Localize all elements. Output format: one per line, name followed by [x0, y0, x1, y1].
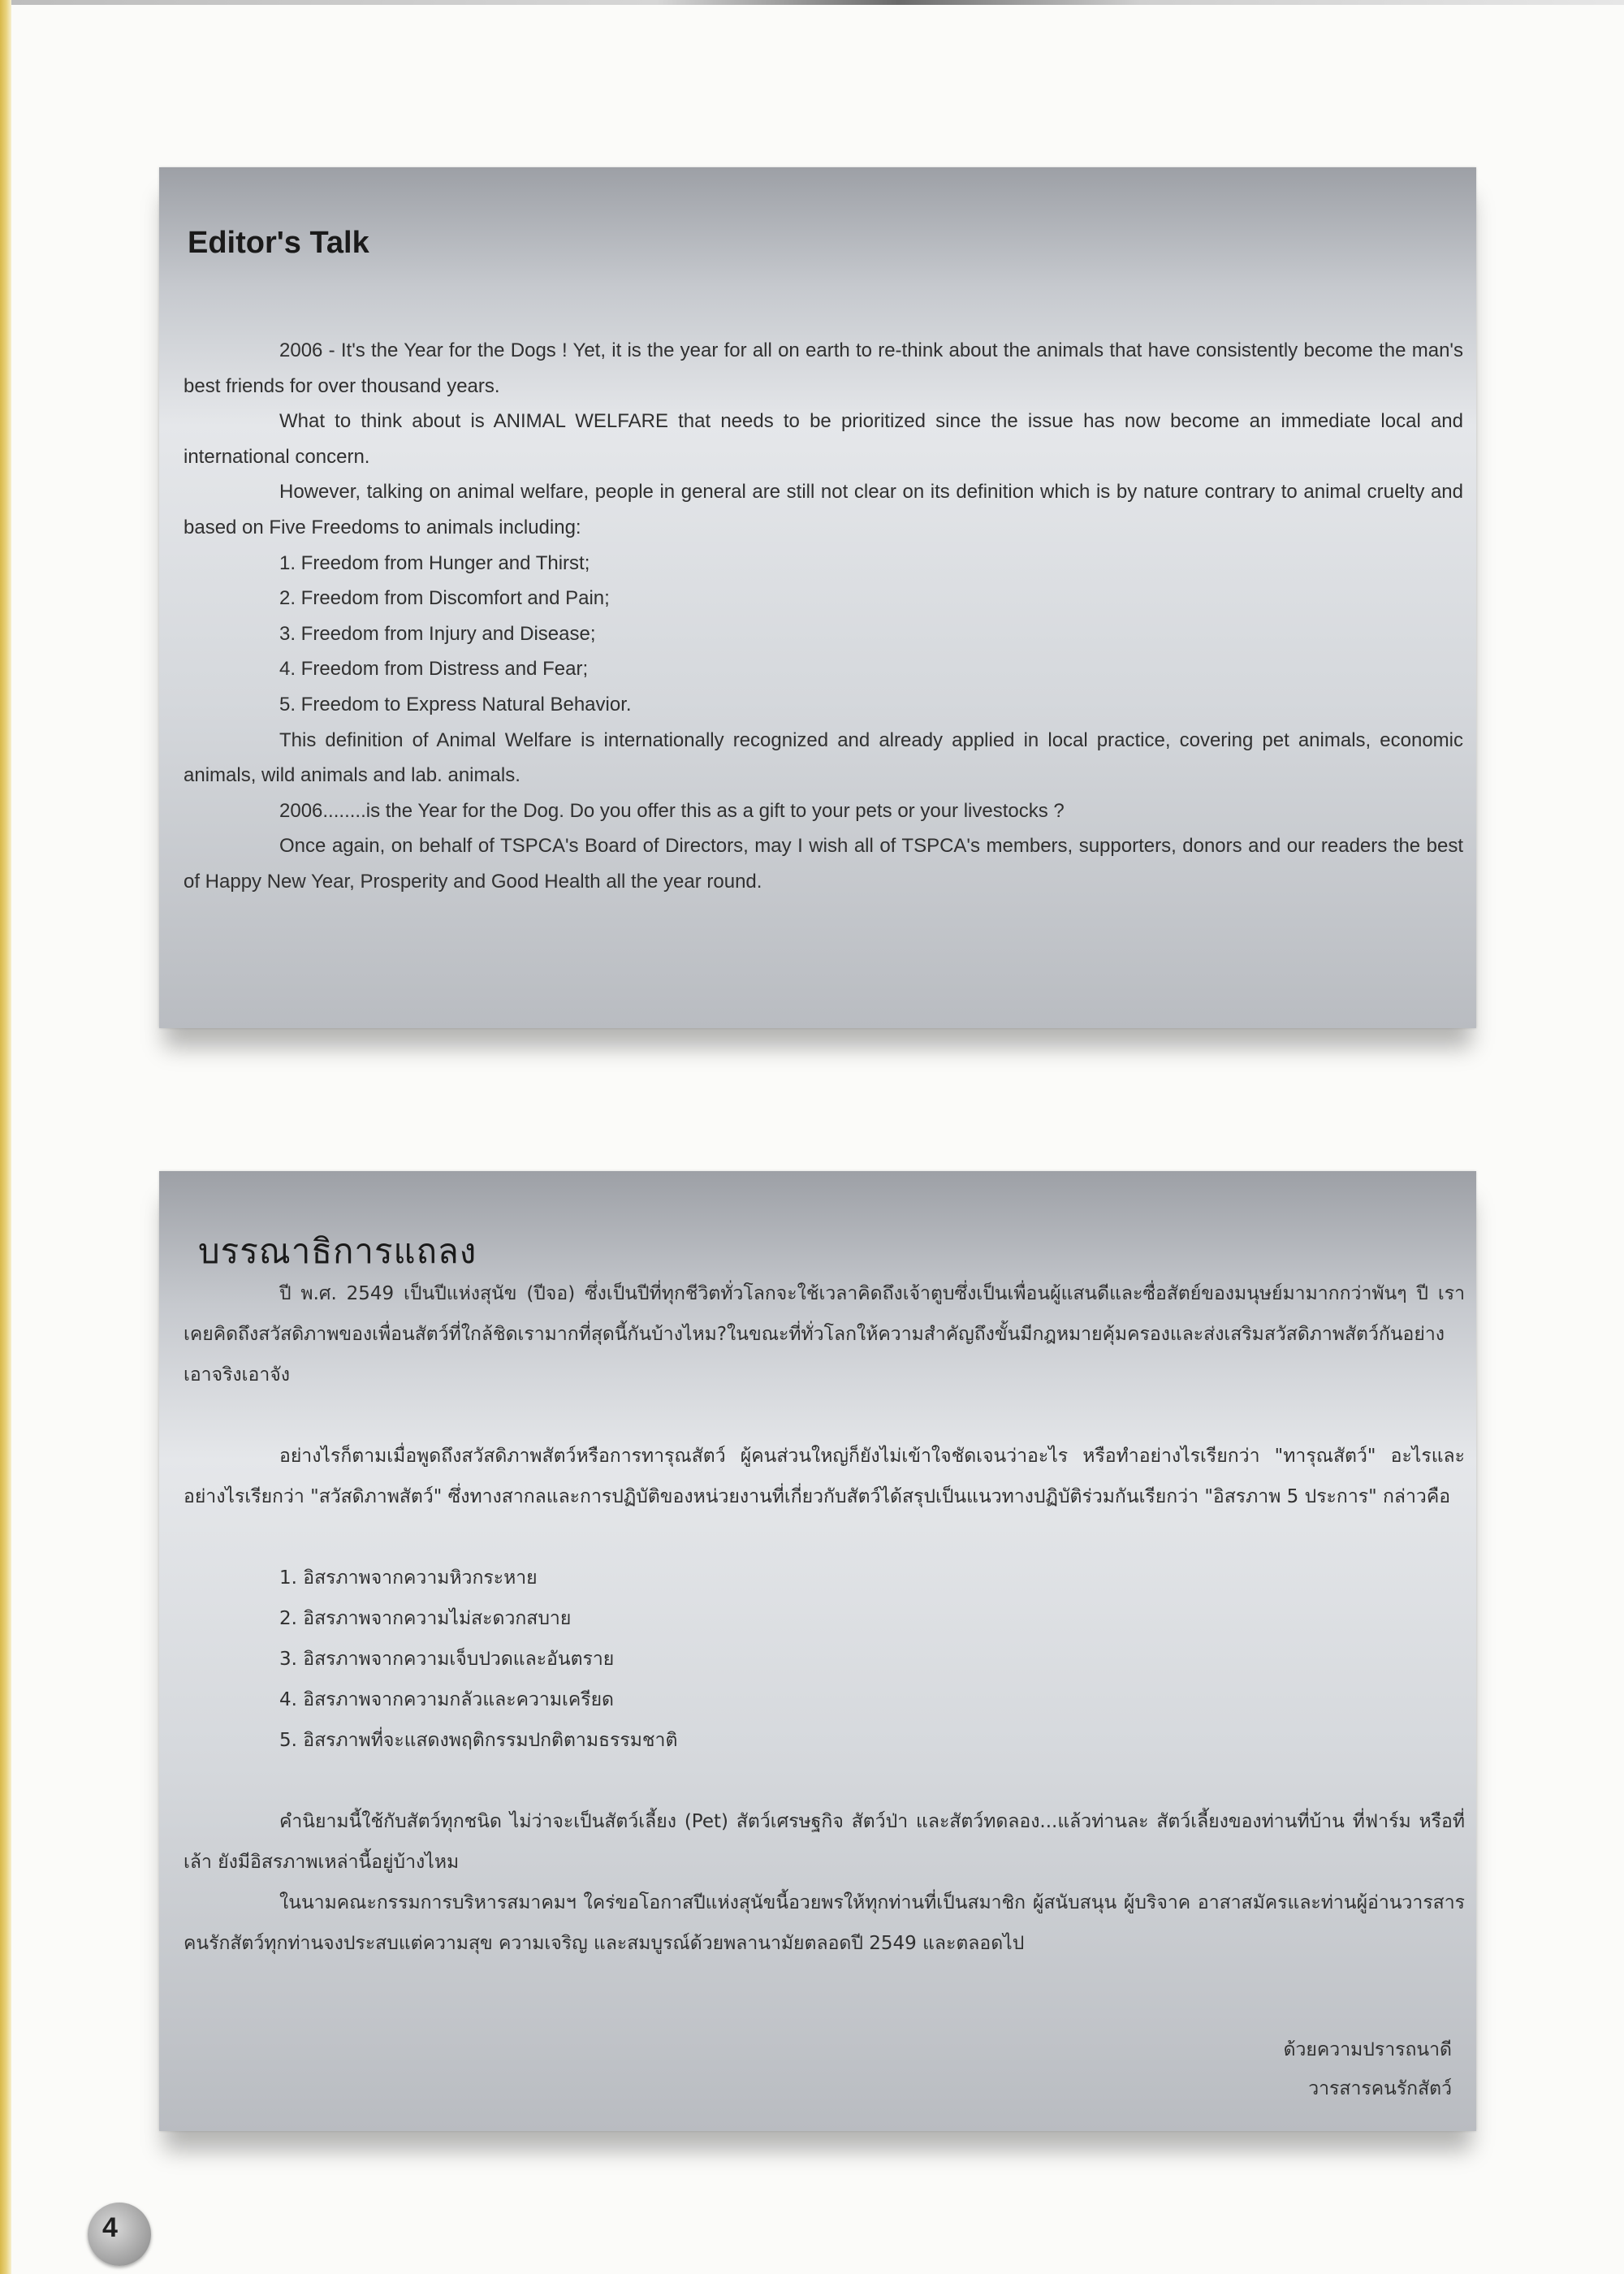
editors-talk-body — [184, 333, 1463, 900]
en-freedom-item: 3. Freedom from Injury and Disease; — [279, 622, 596, 645]
thai-editorial-title: บรรณาธิการแถลง — [198, 1231, 477, 1271]
signoff-line: ด้วยความปรารถนาดี — [1283, 2039, 1452, 2060]
th-freedom-item: 3. อิสรภาพจากความเจ็บปวดและอันตราย — [279, 1649, 615, 1670]
en-freedom-item: 4. Freedom from Distress and Fear; — [279, 658, 589, 681]
en-five-freedoms-list — [184, 546, 1463, 723]
editors-talk-title: Editor's Talk — [188, 226, 369, 260]
en-paragraph: What to think about is ANIMAL WELFARE that needs to be prioritized since the issue has now become an immediate local and international concern. — [184, 410, 1463, 468]
editors-talk-panel — [159, 167, 1476, 1028]
th-freedom-item: 2. อิสรภาพจากความไม่สะดวกสบาย — [279, 1608, 572, 1629]
spacer — [184, 1517, 1465, 1558]
en-paragraph: 2006........is the Year for the Dog. Do you offer this as a gift to your pets or your livestocks ? — [279, 799, 1065, 822]
thai-editorial-body — [184, 1273, 1465, 1964]
page-number: 4 — [102, 2212, 118, 2243]
th-paragraph: ในนามคณะกรรมการบริหารสมาคมฯ ใคร่ขอโอกาสปีแห่งสุนัขนี้อวยพรให้ทุกท่านที่เป็นสมาชิก ผู้สนับสนุน ผู้บริจาค อาสาสมัครและท่านผู้อ่านวารสารคนรักสัตว์ทุกท่านจงประสบแต่ความสุข ความเจริญ และสมบูรณ์ด้วยพลานามัยตลอดปี 2549 และตลอดไป — [184, 1892, 1465, 1954]
th-five-freedoms-list — [184, 1558, 1465, 1761]
th-paragraph: คำนิยามนี้ใช้กับสัตว์ทุกชนิด ไม่ว่าจะเป็นสัตว์เลี้ยง (Pet) สัตว์เศรษฐกิจ สัตว์ป่า และสัตว์ทดลอง...แล้วท่านละ สัตว์เลี้ยงของท่านที่บ้าน ที่ฟาร์ม หรือที่เล้า ยังมีอิสรภาพเหล่านี้อยู่บ้างไหม — [184, 1811, 1465, 1873]
th-paragraph: อย่างไรก็ตามเมื่อพูดถึงสวัสดิภาพสัตว์หรือการทารุณสัตว์ ผู้คนส่วนใหญ่ก็ยังไม่เข้าใจชัดเจนว่าอะไร หรือทำอย่างไรเรียกว่า "ทารุณสัตว์" อะไรและอย่างไรเรียกว่า "สวัสดิภาพสัตว์" ซึ่งทางสากลและการปฏิบัติของหน่วยงานที่เกี่ยวกับสัตว์ได้สรุปเป็นแนวทางปฏิบัติร่วมกันเรียกว่า "อิสรภาพ 5 ประการ" กล่าวคือ — [184, 1446, 1465, 1507]
th-freedom-item: 4. อิสรภาพจากความกลัวและความเครียด — [279, 1689, 614, 1710]
th-paragraph: ปี พ.ศ. 2549 เป็นปีแห่งสุนัข (ปีจอ) ซึ่งเป็นปีที่ทุกชีวิตทั่วโลกจะใช้เวลาคิดถึงเจ้าตูบซึ่งเป็นเพื่อนผู้แสนดีและซื่อสัตย์ของมนุษย์มามากกว่าพันๆ ปี เราเคยคิดถึงสวัสดิภาพของเพื่อนสัตว์ที่ใกล้ชิดเรามากที่สุดนี้กันบ้างไหม?ในขณะที่ทั่วโลกให้ความสำคัญถึงขั้นมีกฎหมายคุ้มครองและส่งเสริมสวัสดิภาพสัตว์กันอย่างเอาจริงเอาจัง — [184, 1283, 1465, 1386]
en-paragraph: This definition of Animal Welfare is internationally recognized and already applied in local practice, covering pet animals, economic animals, wild animals and lab. animals. — [184, 728, 1463, 787]
thai-editorial-panel — [159, 1171, 1476, 2131]
en-paragraph: However, talking on animal welfare, people in general are still not clear on its definition which is by nature contrary to animal cruelty and based on Five Freedoms to animals including: — [184, 481, 1463, 538]
page-number-badge — [88, 2203, 151, 2266]
spacer — [184, 1761, 1465, 1801]
thai-signoff — [1284, 2030, 1452, 2108]
en-paragraph: 2006 - It's the Year for the Dogs ! Yet, it is the year for all on earth to re-think about the animals that have consistently become the man's best friends for over thousand years. — [184, 339, 1463, 397]
en-freedom-item: 5. Freedom to Express Natural Behavior. — [279, 693, 632, 715]
en-freedom-item: 1. Freedom from Hunger and Thirst; — [279, 551, 590, 574]
page-left-edge — [0, 0, 11, 2274]
signoff-line: วารสารคนรักสัตว์ — [1308, 2078, 1452, 2099]
page-top-edge — [11, 0, 1624, 5]
th-freedom-item: 5. อิสรภาพที่จะแสดงพฤติกรรมปกติตามธรรมชาติ — [279, 1730, 678, 1751]
en-freedom-item: 2. Freedom from Discomfort and Pain; — [279, 587, 610, 610]
spacer — [184, 1395, 1465, 1436]
en-paragraph: Once again, on behalf of TSPCA's Board of Directors, may I wish all of TSPCA's members, supporters, donors and our readers the best of Happy New Year, Prosperity and Good Health all the year round. — [184, 835, 1463, 893]
th-freedom-item: 1. อิสรภาพจากความหิวกระหาย — [279, 1567, 538, 1589]
